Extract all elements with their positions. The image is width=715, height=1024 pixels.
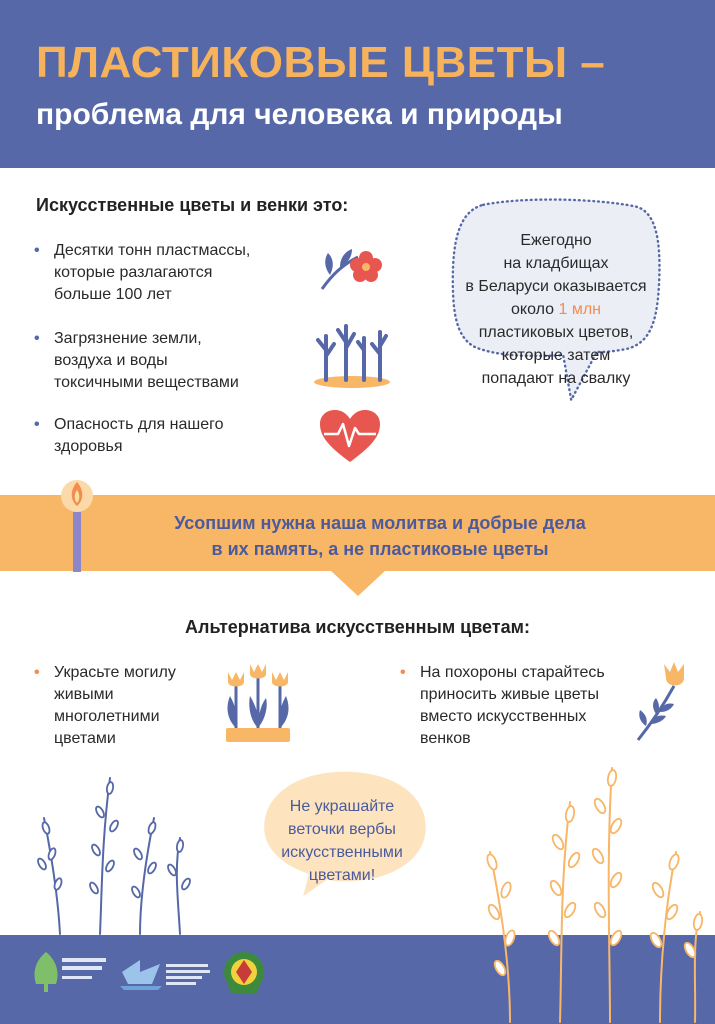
bubble-line-highlight: [440, 298, 672, 321]
page-subtitle: проблема для человека и природы: [36, 98, 563, 131]
flower-icon: [318, 245, 384, 295]
bullet-line: токсичными веществами: [54, 374, 239, 391]
bubble-line: которые затем: [501, 347, 611, 364]
bullet-line: воздуха и воды: [54, 352, 168, 369]
band-pointer: [330, 570, 386, 596]
bullet-line: здоровья: [54, 438, 123, 455]
bubble-line: в Беларуси оказывается: [465, 278, 647, 295]
bullet-dot: •: [34, 416, 40, 433]
bubble-prefix: около: [511, 301, 559, 318]
band-line: Усопшим нужна наша молитва и добрые дела: [174, 513, 586, 533]
bullet-line: приносить живые цветы: [420, 686, 599, 703]
bullet-line: цветами: [54, 730, 116, 747]
bullet-line: живыми: [54, 686, 114, 703]
bullet-line: венков: [420, 730, 471, 747]
alt-item-perennials: [34, 662, 176, 750]
bullet-item-health: [34, 414, 223, 458]
section-heading-artificial: Искусственные цветы и венки это:: [36, 195, 349, 215]
bubble-statistic: [440, 229, 672, 390]
willow-branches-orange: [470, 762, 710, 1024]
bullet-line: Загрязнение земли,: [54, 330, 202, 347]
highlight-number: 1 млн: [558, 301, 601, 318]
bullet-line: На похороны старайтесь: [420, 664, 605, 681]
bullet-line: которые разлагаются: [54, 264, 213, 281]
bullet-dot: •: [400, 664, 406, 681]
speech-message: [262, 795, 422, 887]
bullet-item-pollution: [34, 328, 239, 394]
bubble-line: попадают на свалку: [481, 370, 631, 387]
bullet-dot: •: [34, 664, 40, 681]
bullet-line: многолетними: [54, 708, 160, 725]
willow-branches-blue: [30, 768, 200, 936]
alt-item-live-flowers: [400, 662, 605, 750]
section-heading-alternative: Альтернатива искусственным цветам:: [185, 617, 530, 637]
candle-icon: [60, 476, 94, 572]
speech-line: веточки вербы: [288, 821, 396, 838]
page-title: ПЛАСТИКОВЫЕ ЦВЕТЫ –: [36, 38, 606, 87]
dead-trees-icon: [312, 320, 390, 388]
speech-line: цветами!: [308, 867, 376, 884]
bullet-dot: •: [34, 330, 40, 347]
bullet-dot: •: [34, 242, 40, 259]
emblem-logo-icon: [222, 950, 266, 996]
band-message: [100, 510, 660, 562]
bubble-line: на кладбищах: [503, 255, 609, 272]
tulips-icon: [222, 662, 294, 744]
speech-line: искусственными: [281, 844, 403, 861]
bullet-line: Украсьте могилу: [54, 664, 176, 681]
bullet-line: больше 100 лет: [54, 286, 172, 303]
tree-logo-icon: [30, 950, 110, 994]
bullet-line: вместо искусственных: [420, 708, 587, 725]
branch-flower-icon: [634, 660, 690, 744]
paper-boat-logo-icon: [120, 954, 212, 994]
bubble-line: пластиковых цветов,: [478, 324, 634, 341]
speech-line: Не украшайте: [289, 798, 395, 815]
bullet-line: Опасность для нашего: [54, 416, 224, 433]
heart-pulse-icon: [318, 408, 382, 464]
bullet-line: Десятки тонн пластмассы,: [54, 242, 251, 259]
bullet-item-plastic: [34, 240, 250, 306]
band-line: в их память, а не пластиковые цветы: [211, 539, 549, 559]
bubble-line: Ежегодно: [520, 232, 592, 249]
